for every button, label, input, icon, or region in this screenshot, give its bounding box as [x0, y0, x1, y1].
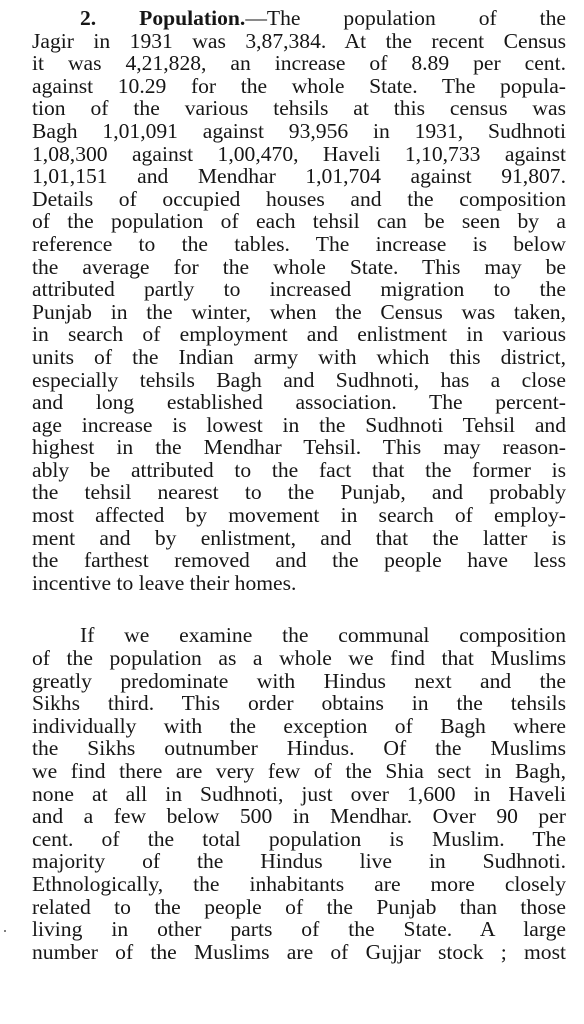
- text-line: majority of the Hindus live in Sudhnoti.: [32, 849, 566, 874]
- line-text: If we examine the communal composition: [80, 623, 566, 648]
- text-line: it was 4,21,828, an increase of 8.89 per cent.: [32, 51, 566, 76]
- text-line: reference to the tables. The increase is below: [32, 231, 566, 256]
- section-title: Population.: [139, 6, 246, 30]
- text-line: incentive to leave their homes.: [32, 570, 297, 595]
- text-line: most affected by movement in search of employ-: [32, 503, 566, 528]
- text-line: Details of occupied houses and the composition: [32, 186, 566, 211]
- paragraph-spacer: [32, 594, 566, 624]
- margin-speck: [4, 930, 6, 932]
- text-line: ment and by enlistment, and that the latter is: [32, 525, 566, 550]
- text-line: tion of the various tehsils at this census was: [32, 96, 566, 121]
- text-line: ably be attributed to the fact that the former is: [32, 457, 566, 482]
- text-line: especially tehsils Bagh and Sudhnoti, has a close: [32, 367, 566, 392]
- text-line: none at all in Sudhnoti, just over 1,600 in Haveli: [32, 781, 566, 806]
- heading-dash: —: [245, 6, 267, 30]
- text-line: living in other parts of the State. A large: [32, 917, 566, 942]
- text-line: related to the people of the Punjab than those: [32, 894, 566, 919]
- text-line: highest in the Mendhar Tehsil. This may reason-: [32, 435, 566, 460]
- text-line: Bagh 1,01,091 against 93,956 in 1931, Sudhnoti: [32, 118, 566, 143]
- text-line: greatly predominate with Hindus next and the: [32, 668, 566, 693]
- text-line: the Sikhs outnumber Hindus. Of the Muslims: [32, 736, 566, 761]
- text-line: against 10.29 for the whole State. The popula-: [32, 73, 566, 98]
- text-line: Punjab in the winter, when the Census was taken,: [32, 299, 566, 324]
- text-line: number of the Muslims are of Gujjar stock ; most: [32, 939, 566, 964]
- text-line: in search of employment and enlistment in various: [32, 322, 566, 347]
- text-line: and a few below 500 in Mendhar. Over 90 per: [32, 804, 566, 829]
- text-line: of the population as a whole we find that Muslims: [32, 646, 566, 671]
- section-number: 2.: [80, 6, 97, 30]
- text-line: individually with the exception of Bagh where: [32, 713, 566, 738]
- text-line: and long established association. The percent-: [32, 390, 566, 415]
- text-line: units of the Indian army with which this district,: [32, 344, 566, 369]
- text-line: Sikhs third. This order obtains in the tehsils: [32, 691, 566, 716]
- text-line: of the population of each tehsil can be seen by a: [32, 209, 566, 234]
- text-line: age increase is lowest in the Sudhnoti Tehsil and: [32, 412, 566, 437]
- paragraph-communal-composition: [32, 624, 566, 963]
- text-line: [32, 624, 566, 647]
- text-line: the tehsil nearest to the Punjab, and probably: [32, 480, 566, 505]
- text-line: the farthest removed and the people have less: [32, 548, 566, 573]
- line-text: The population of the: [266, 6, 566, 30]
- first-line-indent: [32, 623, 80, 647]
- text-line: Ethnologically, the inhabitants are more closely: [32, 871, 566, 896]
- text-line: attributed partly to increased migration to the: [32, 277, 566, 302]
- text-line: 1,01,151 and Mendhar 1,01,704 against 91,807.: [32, 164, 566, 189]
- section-heading: [32, 6, 267, 30]
- text-line: cent. of the total population is Muslim. The: [32, 826, 566, 851]
- text-line: Jagir in 1931 was 3,87,384. At the recent Census: [32, 28, 566, 53]
- text-line: we find there are very few of the Shia sect in Bagh,: [32, 759, 566, 783]
- text-line: 1,08,300 against 1,00,470, Haveli 1,10,733 against: [32, 141, 566, 166]
- text-line: [32, 7, 566, 30]
- paragraph-population-intro: [32, 7, 566, 594]
- text-line: the average for the whole State. This may be: [32, 254, 566, 279]
